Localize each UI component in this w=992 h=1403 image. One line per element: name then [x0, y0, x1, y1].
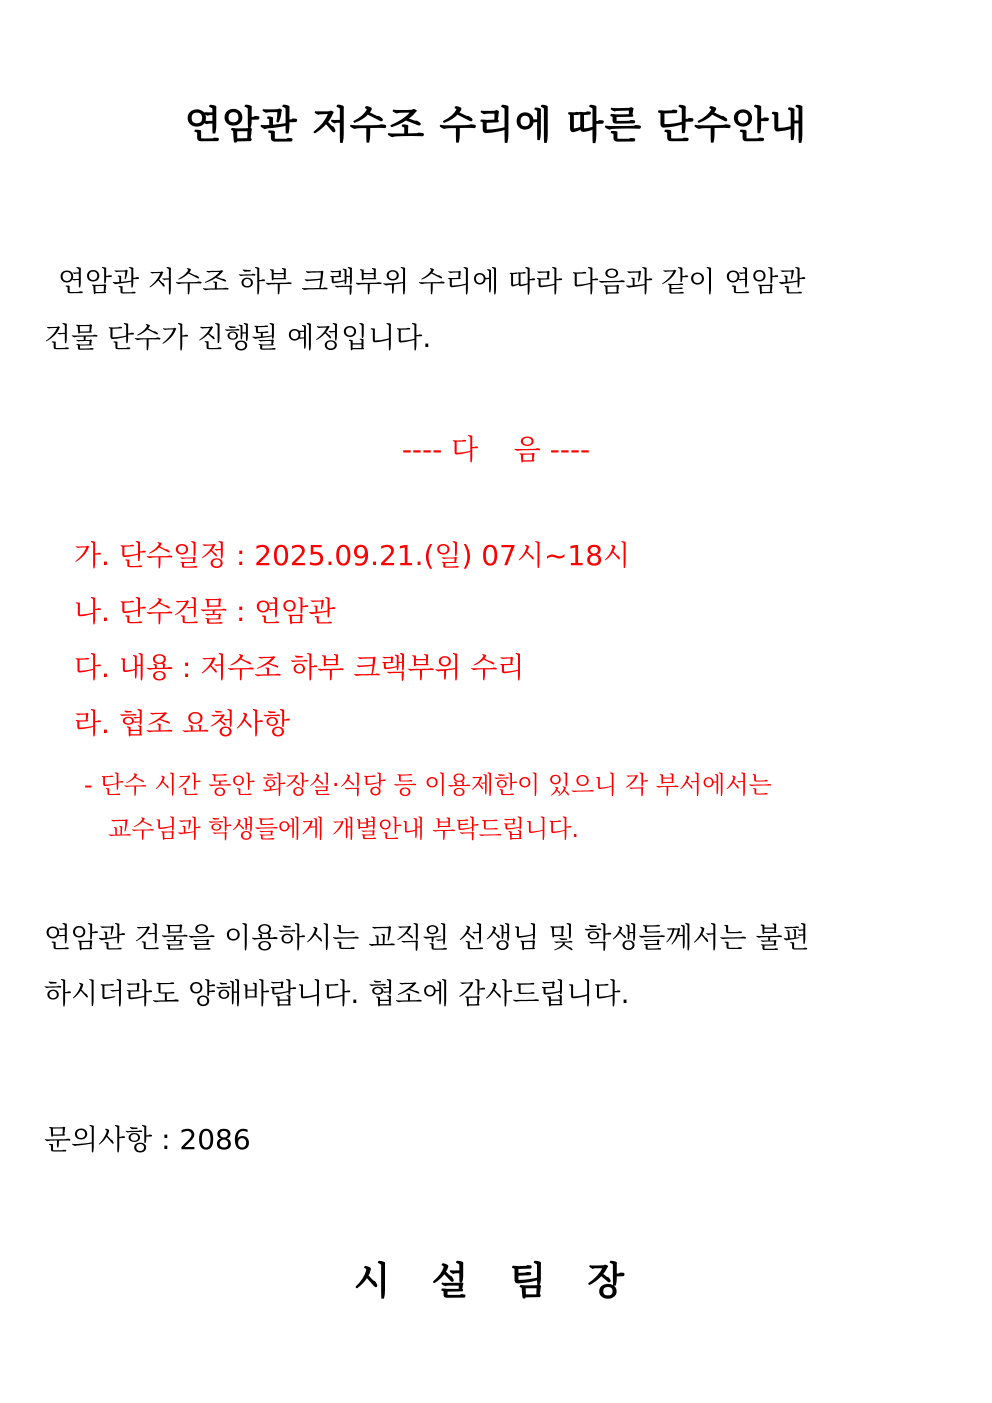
request-note-line-1: - 단수 시간 동안 화장실·식당 등 이용제한이 있으니 각 부서에서는 — [84, 771, 772, 799]
details-list — [74, 536, 934, 760]
detail-item-request: 라. 협조 요청사항 — [74, 707, 291, 740]
intro-line-1: 연암관 저수조 하부 크랙부위 수리에 따라 다음과 같이 연암관 — [58, 265, 806, 298]
closing-paragraph — [44, 910, 942, 1022]
intro-line-2: 건물 단수가 진행될 예정입니다. — [44, 321, 432, 354]
closing-line-2: 하시더라도 양해바랍니다. 협조에 감사드립니다. — [44, 977, 630, 1010]
section-divider: ---- 다 음 ---- — [401, 433, 591, 466]
detail-item-content: 다. 내용 : 저수조 하부 크랙부위 수리 — [74, 651, 525, 684]
signature: 시 설 팀 장 — [353, 1259, 639, 1303]
detail-item-schedule: 가. 단수일정 : 2025.09.21.(일) 07시~18시 — [74, 539, 631, 572]
contact-info: 문의사항 : 2086 — [44, 1123, 251, 1156]
notice-title: 연암관 저수조 수리에 따른 단수안내 — [184, 103, 808, 147]
detail-item-building: 나. 단수건물 : 연암관 — [74, 595, 336, 628]
request-note-line-2: 교수님과 학생들에게 개별안내 부탁드립니다. — [108, 815, 580, 843]
request-note — [84, 763, 934, 851]
closing-line-1: 연암관 건물을 이용하시는 교직원 선생님 및 학생들께서는 불편 — [44, 921, 810, 954]
intro-paragraph — [44, 254, 942, 366]
